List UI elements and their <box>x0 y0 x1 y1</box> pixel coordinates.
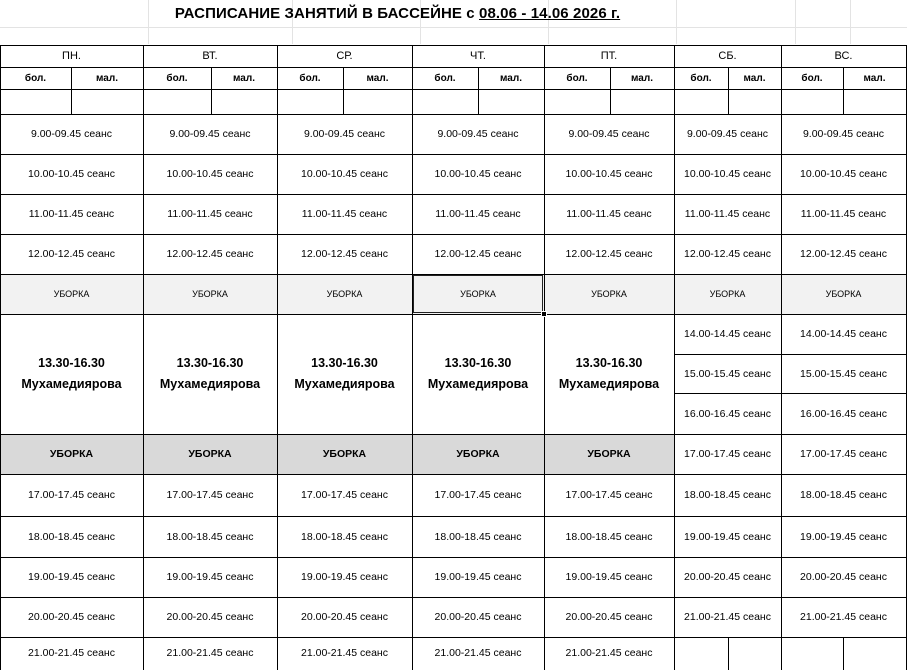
session-slot[interactable]: 12.00-12.45 сеанс <box>28 248 115 260</box>
group-block[interactable] <box>412 314 544 434</box>
sub-header-small[interactable]: мал. <box>863 72 886 84</box>
session-slot[interactable]: 20.00-20.45 сеанс <box>565 611 653 623</box>
day-header[interactable]: ПН. <box>62 50 81 62</box>
cleaning-cell[interactable]: УБОРКА <box>277 274 412 314</box>
session-slot[interactable]: 21.00-21.45 сеанс <box>166 647 254 659</box>
session-slot[interactable]: 17.00-17.45 сеанс <box>28 489 115 501</box>
sub-header-big[interactable]: бол. <box>566 72 588 84</box>
grid-line <box>0 474 907 475</box>
page-title <box>0 5 795 22</box>
group-instructor: Мухамедиярова <box>159 377 261 391</box>
sheet-gridline <box>850 0 851 44</box>
session-slot[interactable]: 19.00-19.45 сеанс <box>565 571 653 583</box>
grid-line <box>277 45 278 670</box>
session-slot[interactable]: 10.00-10.45 сеанс <box>565 168 653 180</box>
grid-line <box>0 434 907 435</box>
session-slot[interactable]: 18.00-18.45 сеанс <box>800 489 887 501</box>
sheet-gridline <box>0 27 907 28</box>
session-slot[interactable]: 10.00-10.45 сеанс <box>301 168 388 180</box>
session-slot[interactable]: 9.00-09.45 сеанс <box>30 128 113 140</box>
cleaning-cell[interactable]: УБОРКА <box>412 434 544 474</box>
cleaning-cell[interactable]: УБОРКА <box>143 434 277 474</box>
session-slot[interactable]: 15.00-15.45 сеанс <box>800 367 887 380</box>
session-slot[interactable]: 11.00-11.45 сеанс <box>435 208 521 220</box>
grid-line <box>0 516 907 517</box>
sheet-gridline <box>795 0 796 44</box>
empty-cell[interactable] <box>728 89 781 114</box>
title-dates: 08.06 - 14.06 2026 г. <box>479 5 621 22</box>
empty-cell[interactable] <box>781 637 843 669</box>
session-slot[interactable]: 20.00-20.45 сеанс <box>800 571 887 583</box>
session-slot[interactable]: 12.00-12.45 сеанс <box>301 248 388 260</box>
session-slot[interactable]: 14.00-14.45 сеанс <box>684 328 771 340</box>
group-instructor: Мухамедиярова <box>294 377 395 391</box>
cleaning-cell[interactable]: УБОРКА <box>0 274 143 314</box>
empty-cell[interactable] <box>0 89 71 114</box>
session-slot[interactable]: 20.00-20.45 сеанс <box>684 571 771 583</box>
session-slot[interactable]: 18.00-18.45 сеанс <box>565 530 653 543</box>
grid-line <box>0 314 907 315</box>
grid-line <box>843 637 844 670</box>
session-slot[interactable]: 19.00-19.45 сеанс <box>800 530 887 543</box>
cleaning-cell[interactable]: УБОРКА <box>143 274 277 314</box>
sub-header-big[interactable]: бол. <box>801 72 823 84</box>
cleaning-cell[interactable]: УБОРКА <box>544 434 674 474</box>
group-block[interactable] <box>0 314 143 434</box>
day-header[interactable]: ПТ. <box>600 50 618 62</box>
session-slot[interactable]: 11.00-11.45 сеанс <box>566 208 652 220</box>
grid-line <box>610 67 611 115</box>
empty-cell[interactable] <box>71 89 143 114</box>
grid-line <box>843 67 844 115</box>
session-slot[interactable]: 17.00-17.45 сеанс <box>166 489 254 501</box>
empty-cell[interactable] <box>211 89 277 114</box>
empty-cell[interactable] <box>843 89 906 114</box>
session-slot[interactable]: 10.00-10.45 сеанс <box>684 168 771 180</box>
sub-header-small[interactable]: мал. <box>233 72 255 84</box>
session-slot[interactable]: 21.00-21.45 сеанс <box>301 647 388 659</box>
group-time: 13.30-16.30 <box>444 356 512 370</box>
session-slot[interactable]: 12.00-12.45 сеанс <box>565 248 653 260</box>
grid-line <box>143 45 144 670</box>
group-instructor: Мухамедиярова <box>427 377 529 391</box>
session-slot[interactable]: 19.00-19.45 сеанс <box>28 571 115 583</box>
session-slot[interactable]: 17.00-17.45 сеанс <box>434 489 522 501</box>
group-time: 13.30-16.30 <box>311 356 378 370</box>
group-block[interactable] <box>143 314 277 434</box>
session-slot[interactable]: 19.00-19.45 сеанс <box>684 530 771 543</box>
session-slot[interactable]: 10.00-10.45 сеанс <box>166 168 254 180</box>
grid-line <box>728 67 729 115</box>
group-block[interactable] <box>544 314 674 434</box>
session-slot[interactable]: 19.00-19.45 сеанс <box>434 571 522 583</box>
sub-header-big[interactable]: бол. <box>299 72 321 84</box>
group-instructor: Мухамедиярова <box>558 377 660 391</box>
session-slot[interactable]: 9.00-09.45 сеанс <box>802 128 885 140</box>
session-slot[interactable]: 10.00-10.45 сеанс <box>28 168 115 180</box>
grid-line <box>0 597 907 598</box>
grid-line <box>0 194 907 195</box>
grid-line <box>71 67 72 115</box>
grid-line <box>674 45 675 670</box>
sub-header-small[interactable]: мал. <box>366 72 389 84</box>
session-slot[interactable]: 17.00-17.45 сеанс <box>684 448 771 460</box>
sub-header-small[interactable]: мал. <box>96 72 118 84</box>
session-slot[interactable]: 14.00-14.45 сеанс <box>800 328 887 340</box>
empty-cell[interactable] <box>728 637 781 669</box>
session-slot[interactable]: 18.00-18.45 сеанс <box>434 530 522 543</box>
grid-line <box>343 67 344 115</box>
sub-header-small[interactable]: мал. <box>743 72 766 84</box>
sub-header-big[interactable]: бол. <box>690 72 712 84</box>
grid-line <box>0 67 907 68</box>
cleaning-cell[interactable]: УБОРКА <box>781 274 906 314</box>
grid-line <box>781 45 782 670</box>
empty-cell[interactable] <box>610 89 674 114</box>
session-slot[interactable]: 12.00-12.45 сеанс <box>166 248 254 260</box>
session-slot[interactable]: 9.00-09.45 сеанс <box>568 128 650 140</box>
grid-line <box>478 67 479 115</box>
schedule-table <box>0 45 906 669</box>
empty-cell[interactable] <box>412 89 478 114</box>
group-time: 13.30-16.30 <box>38 356 105 370</box>
session-slot[interactable]: 11.00-11.45 сеанс <box>28 208 115 220</box>
session-slot[interactable]: 17.00-17.45 сеанс <box>800 448 887 460</box>
group-block[interactable] <box>277 314 412 434</box>
session-slot[interactable]: 21.00-21.45 сеанс <box>28 647 115 659</box>
empty-cell[interactable] <box>843 637 906 669</box>
grid-line <box>0 114 907 115</box>
session-slot[interactable]: 20.00-20.45 сеанс <box>434 611 522 623</box>
session-slot[interactable]: 12.00-12.45 сеанс <box>434 248 522 260</box>
session-slot[interactable]: 11.00-11.45 сеанс <box>684 208 771 220</box>
session-slot[interactable]: 10.00-10.45 сеанс <box>434 168 522 180</box>
group-instructor: Мухамедиярова <box>21 377 122 391</box>
session-slot[interactable]: 16.00-16.45 сеанс <box>800 407 887 420</box>
session-slot[interactable]: 9.00-09.45 сеанс <box>686 128 769 140</box>
grid-line <box>0 637 907 638</box>
grid-line <box>728 637 729 670</box>
title-prefix: РАСПИСАНИЕ ЗАНЯТИЙ В БАССЕЙНЕ с <box>174 5 480 22</box>
day-header[interactable]: ЧТ. <box>470 50 486 62</box>
cleaning-cell[interactable]: УБОРКА <box>544 274 674 314</box>
sub-header-big[interactable]: бол. <box>166 72 188 84</box>
session-slot[interactable]: 20.00-20.45 сеанс <box>301 611 388 623</box>
cleaning-cell[interactable]: УБОРКА <box>412 274 544 314</box>
grid-line <box>0 234 907 235</box>
grid-line <box>0 557 907 558</box>
grid-line <box>674 393 907 394</box>
session-slot[interactable]: 21.00-21.45 сеанс <box>800 611 887 623</box>
grid-line <box>674 354 907 355</box>
session-slot[interactable]: 20.00-20.45 сеанс <box>28 611 115 623</box>
day-header[interactable]: ВС. <box>834 50 853 62</box>
session-slot[interactable]: 11.00-11.45 сеанс <box>800 208 887 220</box>
session-slot[interactable]: 12.00-12.45 сеанс <box>684 248 771 260</box>
group-time: 13.30-16.30 <box>176 356 244 370</box>
grid-line <box>211 67 212 115</box>
session-slot[interactable]: 18.00-18.45 сеанс <box>166 530 254 543</box>
sub-header-small[interactable]: мал. <box>500 72 522 84</box>
session-slot[interactable]: 19.00-19.45 сеанс <box>301 571 388 583</box>
empty-cell[interactable] <box>277 89 343 114</box>
grid-line <box>0 274 907 275</box>
session-slot[interactable]: 16.00-16.45 сеанс <box>684 407 771 420</box>
day-header[interactable]: СР. <box>336 50 353 62</box>
empty-cell[interactable] <box>674 89 728 114</box>
session-slot[interactable]: 17.00-17.45 сеанс <box>565 489 653 501</box>
empty-cell[interactable] <box>478 89 544 114</box>
day-header[interactable]: СБ. <box>718 50 737 62</box>
fill-handle[interactable] <box>541 311 547 317</box>
cleaning-cell[interactable]: УБОРКА <box>674 274 781 314</box>
grid-line <box>544 45 545 670</box>
session-slot[interactable]: 20.00-20.45 сеанс <box>166 611 254 623</box>
session-slot[interactable]: 17.00-17.45 сеанс <box>301 489 388 501</box>
empty-cell[interactable] <box>781 89 843 114</box>
session-slot[interactable]: 18.00-18.45 сеанс <box>301 530 388 543</box>
session-slot[interactable]: 19.00-19.45 сеанс <box>166 571 254 583</box>
session-slot[interactable]: 11.00-11.45 сеанс <box>167 208 253 220</box>
empty-cell[interactable] <box>544 89 610 114</box>
session-slot[interactable]: 10.00-10.45 сеанс <box>800 168 887 180</box>
session-slot[interactable]: 21.00-21.45 сеанс <box>684 611 771 623</box>
empty-cell[interactable] <box>143 89 211 114</box>
session-slot[interactable]: 18.00-18.45 сеанс <box>28 530 115 543</box>
session-slot[interactable]: 11.00-11.45 сеанс <box>301 208 388 220</box>
session-slot[interactable]: 9.00-09.45 сеанс <box>437 128 519 140</box>
empty-cell[interactable] <box>343 89 412 114</box>
session-slot[interactable]: 18.00-18.45 сеанс <box>684 489 771 501</box>
cleaning-cell[interactable]: УБОРКА <box>0 434 143 474</box>
empty-cell[interactable] <box>674 637 728 669</box>
session-slot[interactable]: 9.00-09.45 сеанс <box>169 128 251 140</box>
session-slot[interactable]: 21.00-21.45 сеанс <box>434 647 522 659</box>
session-slot[interactable]: 9.00-09.45 сеанс <box>303 128 386 140</box>
sub-header-big[interactable]: бол. <box>434 72 456 84</box>
grid-line <box>412 45 413 670</box>
grid-line <box>0 45 1 670</box>
sub-header-big[interactable]: бол. <box>24 72 47 84</box>
grid-line <box>0 45 907 46</box>
sub-header-small[interactable]: мал. <box>631 72 653 84</box>
day-header[interactable]: ВТ. <box>202 50 218 62</box>
group-time: 13.30-16.30 <box>575 356 643 370</box>
session-slot[interactable]: 21.00-21.45 сеанс <box>565 647 653 659</box>
grid-line <box>0 89 907 90</box>
session-slot[interactable]: 15.00-15.45 сеанс <box>684 367 771 380</box>
cleaning-cell[interactable]: УБОРКА <box>277 434 412 474</box>
session-slot[interactable]: 12.00-12.45 сеанс <box>800 248 887 260</box>
grid-line <box>0 154 907 155</box>
